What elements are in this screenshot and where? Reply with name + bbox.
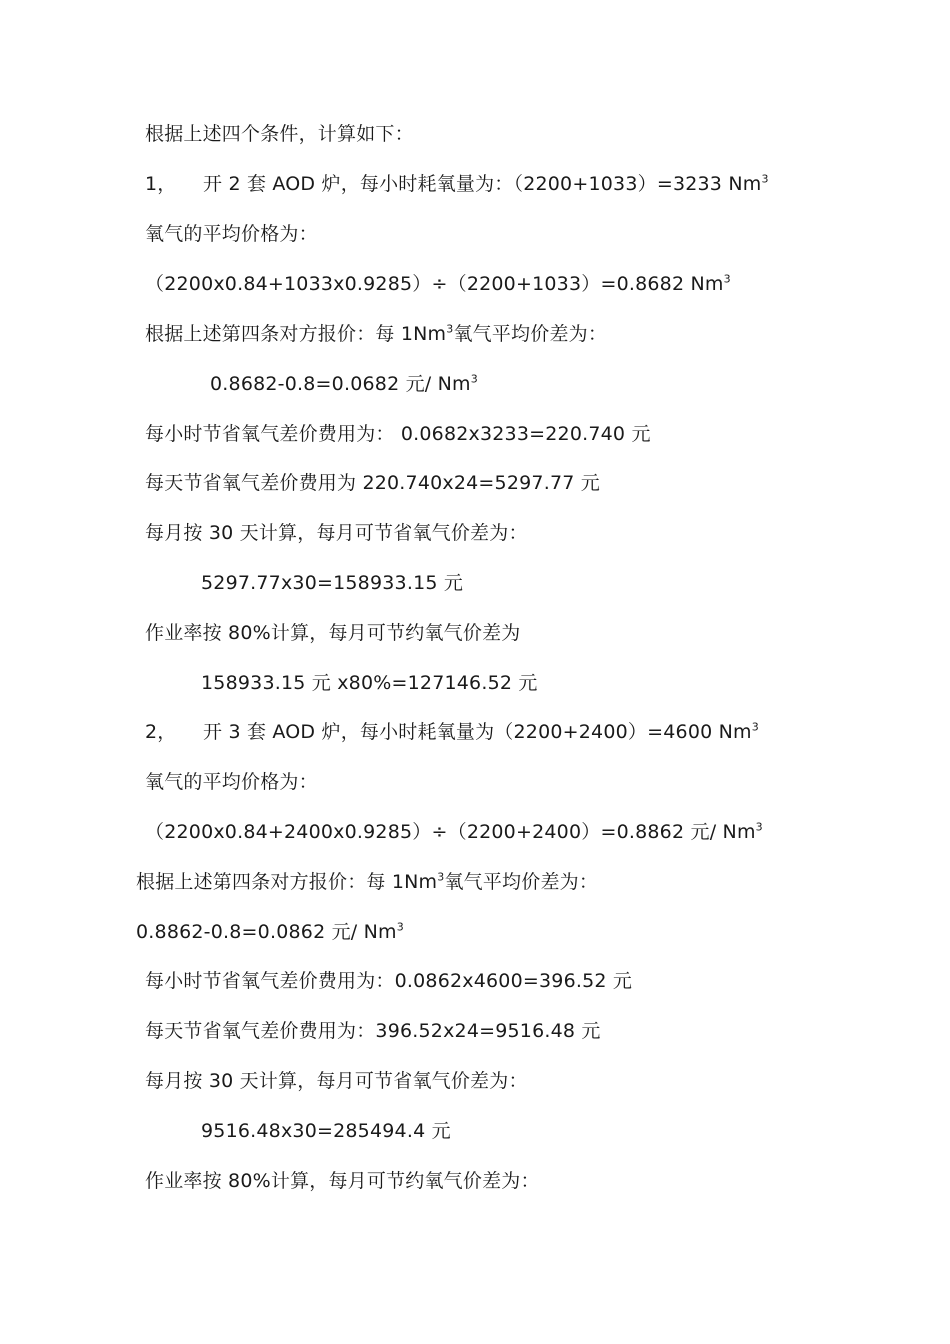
line-text: （2200x0.84+1033x0.9285）÷（2200+1033）=0.8682 Nm <box>145 273 724 295</box>
superscript: 3 <box>761 172 769 186</box>
text-line <box>145 222 318 246</box>
item-number: 2， <box>145 721 177 743</box>
text-line <box>145 521 528 545</box>
superscript: 3 <box>755 820 763 834</box>
line-text: 根据上述第四条对方报价：每 1Nm <box>136 871 438 893</box>
line-text: 0.8682-0.8=0.0682 元/ Nm <box>210 373 471 395</box>
line-text: 每天节省氧气差价费用为 220.740x24=5297.77 元 <box>145 472 600 494</box>
line-text: 每天节省氧气差价费用为：396.52x24=9516.48 元 <box>145 1020 601 1042</box>
line-text: 每小时节省氧气差价费用为：0.0862x4600=396.52 元 <box>145 970 633 992</box>
line-text: 每月按 30 天计算，每月可节省氧气价差为： <box>145 1070 528 1092</box>
superscript: 3 <box>446 322 454 336</box>
formula-line <box>145 272 731 296</box>
line-text: 开 3 套 AOD 炉，每小时耗氧量为（2200+2400）=4600 Nm <box>203 721 752 743</box>
text-line <box>145 422 651 446</box>
item-number: 1， <box>145 173 177 195</box>
line-text-tail: 氧气平均价差为： <box>444 871 599 893</box>
text-line <box>136 870 598 894</box>
intro-line <box>145 122 414 146</box>
superscript: 3 <box>751 720 759 734</box>
case-2-heading <box>145 720 759 744</box>
line-text-tail: 氧气平均价差为： <box>453 323 608 345</box>
text-line <box>145 770 318 794</box>
text-line <box>145 969 632 993</box>
line-text: 作业率按 80%计算，每月可节约氧气价差为： <box>145 1170 540 1192</box>
superscript: 3 <box>437 870 445 884</box>
text-line <box>145 1169 540 1193</box>
formula-line <box>145 820 763 844</box>
line-text: 根据上述第四条对方报价：每 1Nm <box>145 323 447 345</box>
text-line <box>145 1019 601 1043</box>
line-text: 5297.77x30=158933.15 元 <box>201 572 464 594</box>
superscript: 3 <box>396 920 404 934</box>
superscript: 3 <box>723 272 731 286</box>
line-text: 158933.15 元 x80%=127146.52 元 <box>201 672 538 694</box>
line-text: （2200x0.84+2400x0.9285）÷（2200+2400）=0.8862 元/ Nm <box>145 821 756 843</box>
line-text: 氧气的平均价格为： <box>145 771 318 793</box>
formula-line <box>201 1119 451 1143</box>
line-text: 9516.48x30=285494.4 元 <box>201 1120 451 1142</box>
formula-line <box>136 920 404 944</box>
line-text: 根据上述四个条件，计算如下： <box>145 123 414 145</box>
case-1-heading <box>145 172 769 196</box>
formula-line <box>201 571 463 595</box>
line-text: 开 2 套 AOD 炉，每小时耗氧量为：（2200+1033）=3233 Nm <box>203 173 762 195</box>
formula-line <box>210 372 478 396</box>
text-line <box>145 621 520 645</box>
line-text: 作业率按 80%计算，每月可节约氧气价差为 <box>145 622 521 644</box>
text-line <box>145 471 600 495</box>
formula-line <box>201 671 538 695</box>
line-text: 每月按 30 天计算，每月可节省氧气价差为： <box>145 522 528 544</box>
text-line <box>145 322 607 346</box>
line-text: 氧气的平均价格为： <box>145 223 318 245</box>
text-line <box>145 1069 528 1093</box>
line-text: 0.8862-0.8=0.0862 元/ Nm <box>136 921 397 943</box>
line-text: 每小时节省氧气差价费用为： 0.0682x3233=220.740 元 <box>145 423 651 445</box>
superscript: 3 <box>470 372 478 386</box>
